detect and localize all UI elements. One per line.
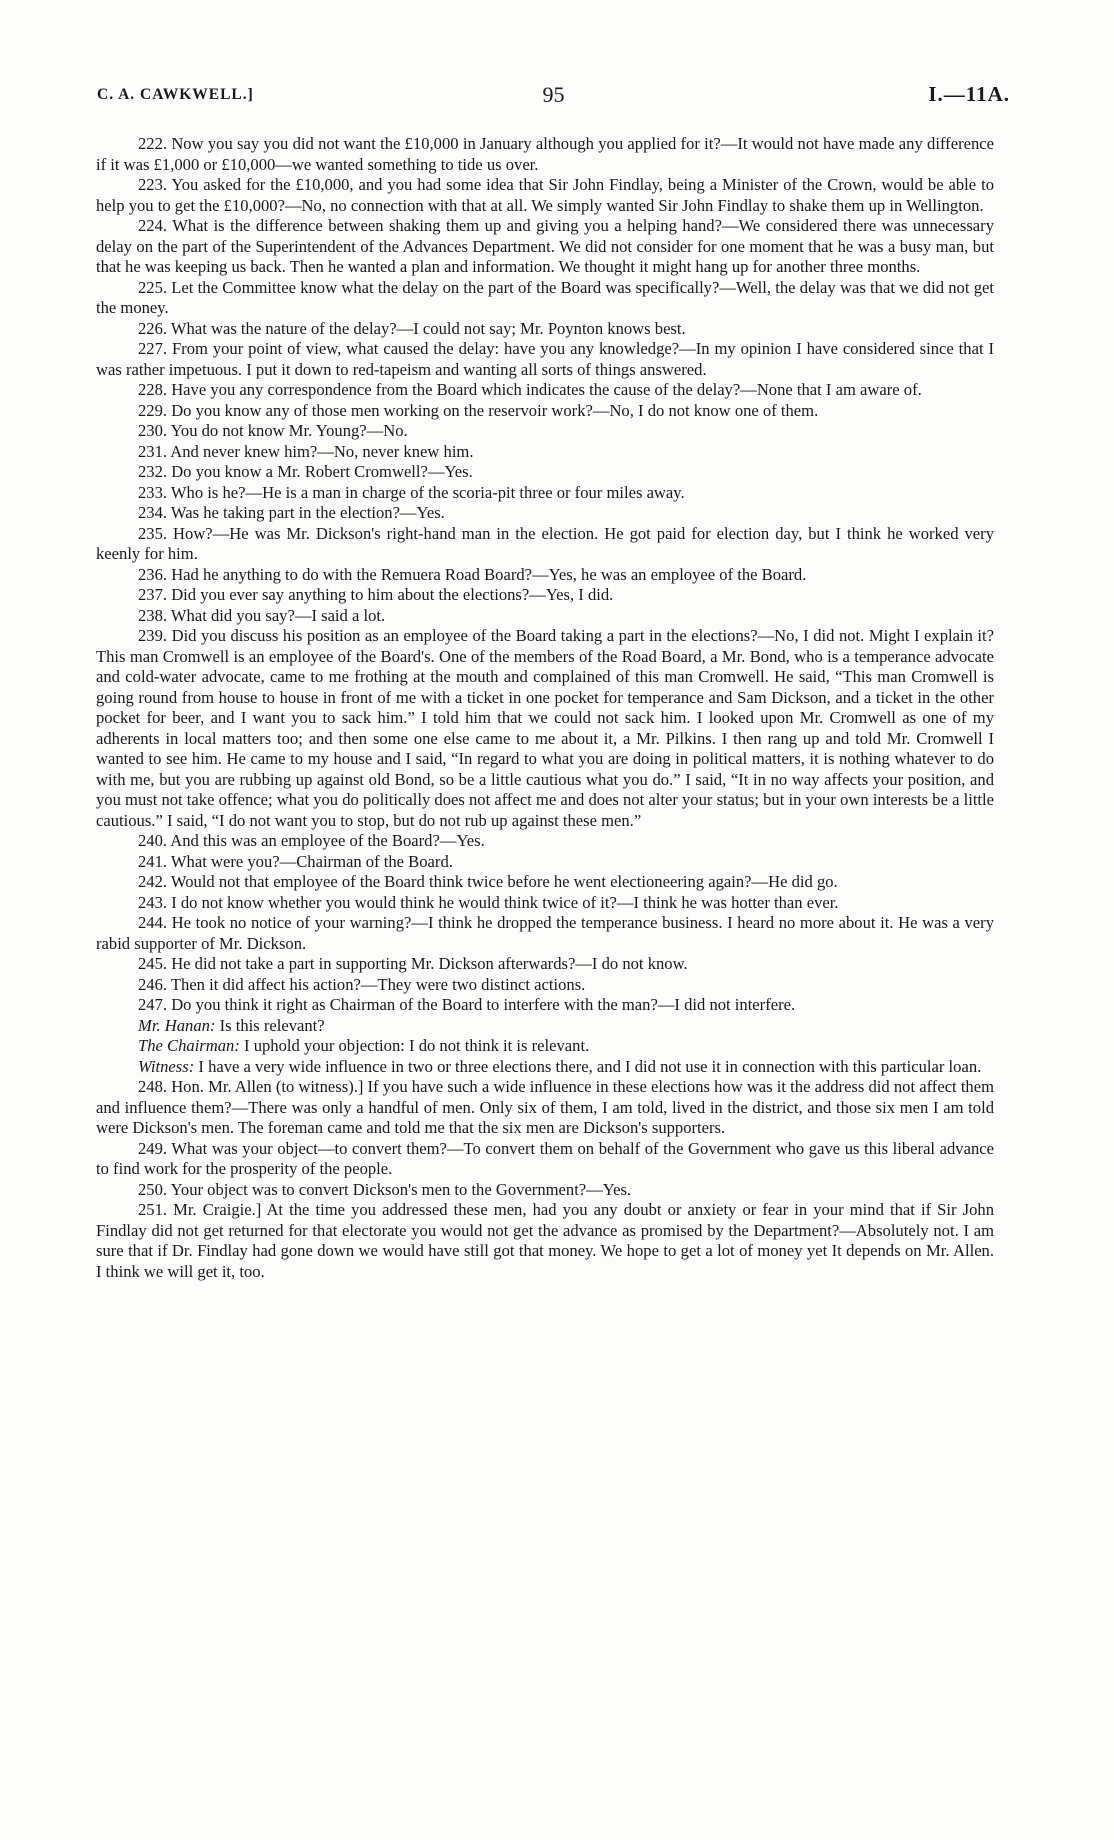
page-header bbox=[97, 82, 1010, 110]
paragraph-text: Is this relevant? bbox=[219, 1015, 325, 1035]
qa-paragraph bbox=[96, 421, 994, 442]
paragraph-text: 233. Who is he?—He is a man in charge of the scoria-pit three or four miles away. bbox=[138, 482, 685, 502]
paragraph-text: 234. Was he taking part in the election?—Yes. bbox=[138, 503, 445, 522]
paragraph-text: 231. And never knew him?—No, never knew him. bbox=[138, 441, 474, 461]
paragraph-text: 225. Let the Committee know what the delay on the part of the Board was specifically?—Well, the delay was that we did not get the money. bbox=[96, 277, 994, 317]
paragraph-text: 228. Have you any correspondence from the Board which indicates the cause of the delay?—None that I am aware of. bbox=[138, 380, 922, 399]
qa-paragraph bbox=[96, 585, 994, 606]
paragraph-text: 227. From your point of view, what caused the delay: have you any knowledge?—In my opinion I have considered since that I was rather impetuous. I put it down to red-tapeism and wanting all sorts of things answered. bbox=[96, 339, 994, 379]
paragraph-text: 242. Would not that employee of the Board think twice before he went electioneering again?—He did go. bbox=[138, 872, 838, 891]
qa-paragraph bbox=[96, 995, 994, 1016]
qa-paragraph bbox=[96, 442, 994, 463]
paragraph-text: 241. What were you?—Chairman of the Board. bbox=[138, 851, 453, 871]
page-number: 95 bbox=[542, 82, 565, 107]
qa-paragraph bbox=[96, 462, 994, 483]
qa-paragraph bbox=[96, 339, 994, 380]
document-reference: I.—11A. bbox=[928, 82, 1010, 106]
paragraph-text: 224. What is the difference between shaking them up and giving you a helping hand?—We considered there was unnecessary delay on the part of the Superintendent of the Advances Department. We did not consider for one moment that he was a busy man, but that he was keeping us back. Then he wanted a plan and information. We thought it might hang up for another three months. bbox=[96, 216, 994, 276]
paragraph-text: 232. Do you know a Mr. Robert Cromwell?—Yes. bbox=[138, 462, 473, 481]
qa-paragraph bbox=[96, 626, 994, 831]
paragraph-text: 246. Then it did affect his action?—They were two distinct actions. bbox=[138, 974, 586, 994]
paragraph-text: 250. Your object was to convert Dickson's men to the Government?—Yes. bbox=[138, 1179, 632, 1199]
qa-paragraph bbox=[96, 216, 994, 278]
paragraph-text: 248. Hon. Mr. Allen (to witness).] If you have such a wide influence in these elections how was it the address did not affect them and influence them?—There was only a handful of men. Only six of them, I am told, lived in the district, and those six men I am told were Dickson's men. The foreman came and told me that the six men are Dickson's supporters. bbox=[96, 1077, 994, 1137]
qa-paragraph bbox=[96, 852, 994, 873]
qa-paragraph bbox=[96, 975, 994, 996]
paragraph-text: 223. You asked for the £10,000, and you had some idea that Sir John Findlay, being a Minister of the Crown, would be able to help you to get the £10,000?—No, no connection with that at all. We simply wanted Sir John Findlay to shake them up in Wellington. bbox=[96, 175, 994, 215]
witness-name: C. A. CAWKWELL.] bbox=[97, 86, 254, 103]
paragraph-text: 235. How?—He was Mr. Dickson's right-hand man in the election. He got paid for election day, but I think he worked very keenly for him. bbox=[96, 523, 994, 563]
qa-paragraph bbox=[96, 278, 994, 319]
qa-paragraph bbox=[96, 872, 994, 893]
qa-paragraph bbox=[96, 1200, 994, 1282]
paragraph-text: I have a very wide influence in two or three elections there, and I did not use it in connection with this particular loan. bbox=[198, 1056, 982, 1076]
qa-paragraph bbox=[96, 831, 994, 852]
qa-paragraph bbox=[96, 380, 994, 401]
qa-paragraph bbox=[96, 503, 994, 524]
speaker-paragraph bbox=[96, 1057, 994, 1078]
speaker-paragraph bbox=[96, 1016, 994, 1037]
qa-paragraph bbox=[96, 524, 994, 565]
paragraph-text: 245. He did not take a part in supporting Mr. Dickson afterwards?—I do not know. bbox=[138, 954, 688, 973]
paragraph-text: 229. Do you know any of those men working on the reservoir work?—No, I do not know one of them. bbox=[138, 400, 819, 420]
speaker-label: Witness: bbox=[138, 1056, 195, 1076]
speaker-label: The Chairman: bbox=[138, 1036, 240, 1055]
paragraph-text: 222. Now you say you did not want the £10,000 in January although you applied for it?—It would not have made any difference if it was £1,000 or £10,000—we wanted something to tide us over. bbox=[96, 134, 994, 174]
speaker-paragraph bbox=[96, 1036, 994, 1057]
speaker-label: Mr. Hanan: bbox=[138, 1015, 216, 1035]
qa-paragraph bbox=[96, 1077, 994, 1139]
paragraph-text: 244. He took no notice of your warning?—I think he dropped the temperance business. I heard no more about it. He was a very rabid supporter of Mr. Dickson. bbox=[96, 913, 994, 953]
paragraph-text: 243. I do not know whether you would think he would think twice of it?—I think he was hotter than ever. bbox=[138, 892, 839, 912]
qa-paragraph bbox=[96, 565, 994, 586]
qa-paragraph bbox=[96, 1139, 994, 1180]
qa-paragraph bbox=[96, 483, 994, 504]
transcript-body bbox=[96, 134, 994, 1282]
paragraph-text: 251. Mr. Craigie.] At the time you addressed these men, had you any doubt or anxiety or fear in your mind that if Sir John Findlay did not get returned for that electorate you would not get the advance as promised by the Department?—Absolutely not. I am sure that if Dr. Findlay had gone down we would have still got that money. We hope to get a lot of money yet It depends on Mr. Allen. I think we will get it, too. bbox=[96, 1200, 994, 1281]
paragraph-text: 249. What was your object—to convert them?—To convert them on behalf of the Government who gave us this liberal advance to find work for the prosperity of the people. bbox=[96, 1138, 994, 1178]
paragraph-text: I uphold your objection: I do not think it is relevant. bbox=[244, 1036, 590, 1055]
paragraph-text: 237. Did you ever say anything to him about the elections?—Yes, I did. bbox=[138, 585, 614, 604]
qa-paragraph bbox=[96, 134, 994, 175]
paragraph-text: 247. Do you think it right as Chairman of the Board to interfere with the man?—I did not interfere. bbox=[138, 995, 796, 1014]
paragraph-text: 240. And this was an employee of the Board?—Yes. bbox=[138, 831, 485, 850]
qa-paragraph bbox=[96, 606, 994, 627]
qa-paragraph bbox=[96, 175, 994, 216]
paragraph-text: 239. Did you discuss his position as an employee of the Board taking a part in the elections?—No, I did not. Might I explain it? This man Cromwell is an employee of the Board's. One of the members of the Road Board, a Mr. Bond, who is a temperance advocate and cold-water advocate, came to me frothing at the mouth and complained of this man Cromwell. He said, “This man Cromwell is going round from house to house in front of me with a ticket in one pocket for temperance and Sam Dickson, and a ticket in the other pocket for beer, and I want you to sack him.” I told him that we could not sack him. I looked upon Mr. Cromwell as one of my adherents in local matters too; and then some one else came to me about it, a Mr. Pilkins. I then rang up and told Mr. Cromwell I wanted to see him. He came to my house and I said, “In regard to what you are doing in political matters, it is nothing whatever to do with me, but you are rubbing up against old Bond, so be a little cautious what you do.” I said, “It in no way affects your position, and you must not take offence; what you do politically does not affect me and does not alter your status; but in your own interests be a little cautious.” I said, “I do not want you to stop, but do not rub up against these men.” bbox=[96, 626, 995, 830]
qa-paragraph bbox=[96, 1180, 994, 1201]
qa-paragraph bbox=[96, 319, 994, 340]
paragraph-text: 230. You do not know Mr. Young?—No. bbox=[138, 421, 408, 440]
paragraph-text: 236. Had he anything to do with the Remuera Road Board?—Yes, he was an employee of the Board. bbox=[138, 564, 807, 584]
paragraph-text: 238. What did you say?—I said a lot. bbox=[138, 605, 386, 625]
qa-paragraph bbox=[96, 401, 994, 422]
qa-paragraph bbox=[96, 954, 994, 975]
qa-paragraph bbox=[96, 893, 994, 914]
paragraph-text: 226. What was the nature of the delay?—I could not say; Mr. Poynton knows best. bbox=[138, 318, 686, 338]
qa-paragraph bbox=[96, 913, 994, 954]
